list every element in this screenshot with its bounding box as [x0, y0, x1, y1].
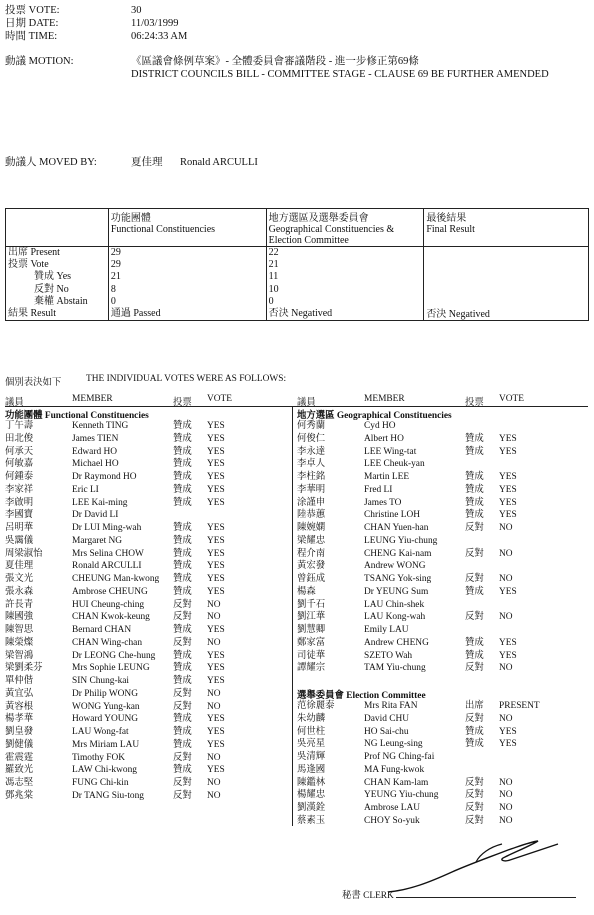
member-name-en: Bernard CHAN	[72, 625, 132, 635]
vote-zh: 反對	[465, 612, 484, 623]
label-result: 結果 Result	[8, 308, 57, 320]
member-name-zh: 黃宏發	[297, 561, 326, 572]
vote-en: NO	[499, 612, 513, 623]
member-name-zh: 何俊仁	[297, 433, 326, 444]
vote-en: NO	[207, 637, 221, 648]
member-name-zh: 何承天	[5, 446, 34, 457]
vote-en: YES	[207, 535, 225, 546]
member-name-zh: 黃宜弘	[5, 688, 34, 699]
vote-zh: 反對	[173, 701, 192, 712]
clerk-signature	[380, 832, 570, 902]
member-name-zh: 梁劉柔芬	[5, 663, 43, 674]
vote-zh: 反對	[465, 713, 484, 724]
left-col-member-zh: 議員	[5, 398, 24, 408]
vote-zh: 贊成	[173, 727, 192, 737]
member-name-zh: 馮志堅	[5, 778, 34, 788]
member-name-zh: 李家祥	[5, 484, 34, 495]
motion-text-en: DISTRICT COUNCILS BILL - COMMITTEE STAGE - CLAUSE 69 BE FURTHER AMENDED	[131, 69, 549, 80]
member-name-en: Howard YOUNG	[72, 714, 139, 725]
vote-zh: 贊成	[173, 574, 192, 584]
vote-en: NO	[499, 523, 513, 533]
member-name-en: CHAN Kwok-keung	[72, 612, 150, 623]
left-col-vote-zh: 投票	[173, 398, 192, 408]
member-name-zh: 鄭家富	[297, 637, 326, 648]
motion-label: 動議 MOTION:	[5, 56, 74, 67]
right-col-vote-zh: 投票	[465, 398, 484, 408]
vote-zh: 反對	[465, 548, 484, 559]
vote-zh: 贊成	[173, 548, 192, 559]
col-geographical	[266, 209, 424, 247]
ec-heading: 選舉委員會 Election Committee	[297, 691, 426, 701]
vote-en: NO	[499, 790, 513, 801]
vote-en: NO	[499, 803, 513, 813]
vote-zh: 反對	[465, 523, 484, 533]
fc-abstain: 0	[110, 295, 116, 307]
vote-en: YES	[499, 472, 517, 482]
vote-zh: 反對	[465, 663, 484, 674]
member-name-en: Dr Raymond HO	[72, 472, 137, 482]
final-values	[424, 247, 589, 321]
clerk-label: 秘書 CLERK	[342, 891, 394, 901]
member-name-zh: 曾鈺成	[297, 574, 326, 584]
right-col-vote-en: VOTE	[499, 394, 524, 404]
vote-en: PRESENT	[499, 701, 540, 711]
vote-en: YES	[207, 497, 225, 508]
vote-en: YES	[207, 446, 225, 457]
vote-en: NO	[499, 663, 513, 674]
fc-present: 29	[110, 247, 121, 258]
member-name-zh: 何敏嘉	[5, 459, 34, 470]
member-name-en: LEE Wing-tat	[364, 446, 417, 457]
vote-en: NO	[207, 790, 221, 801]
summary-table	[5, 208, 589, 321]
vote-en: NO	[207, 688, 221, 699]
member-name-zh: 陳智思	[5, 625, 34, 635]
vote-zh: 贊成	[465, 650, 484, 661]
vote-zh: 反對	[173, 778, 192, 788]
vote-en: NO	[499, 548, 513, 559]
member-name-zh: 黃容根	[5, 701, 34, 712]
vote-en: YES	[207, 484, 225, 495]
label-no: 反對 No	[34, 283, 69, 295]
member-name-en: David CHU	[364, 713, 410, 724]
member-name-en: Martin LEE	[364, 472, 410, 482]
vote-zh: 反對	[173, 790, 192, 801]
member-name-en: WONG Yung-kan	[72, 701, 140, 712]
member-name-zh: 司徒華	[297, 650, 326, 661]
member-name-zh: 丁午壽	[5, 421, 34, 431]
vote-zh: 出席	[465, 701, 484, 711]
summary-corner	[6, 209, 109, 247]
summary-row-labels	[6, 247, 109, 321]
member-name-en: NG Leung-sing	[364, 739, 423, 750]
date-value: 11/03/1999	[131, 18, 179, 29]
member-name-zh: 吳靄儀	[5, 535, 34, 546]
member-name-en: Mrs Rita FAN	[364, 701, 418, 711]
vote-zh: 贊成	[173, 421, 192, 431]
vote-zh: 反對	[173, 637, 192, 648]
member-name-zh: 羅致光	[5, 765, 34, 776]
vote-zh: 贊成	[173, 535, 192, 546]
member-name-en: Dr TANG Siu-tong	[72, 790, 144, 801]
vote-zh: 反對	[173, 612, 192, 623]
member-name-zh: 楊孝華	[5, 714, 34, 725]
member-name-en: Dr LEONG Che-hung	[72, 650, 156, 661]
motion-text-zh: 《區議會條例草案》- 全體委員會審議階段 - 進一步修正第69條	[131, 56, 419, 67]
member-name-en: FUNG Chi-kin	[72, 778, 129, 788]
member-name-en: CHAN Kam-lam	[364, 777, 429, 788]
member-name-zh: 陳榮燦	[5, 637, 34, 648]
member-name-zh: 梁耀忠	[297, 535, 326, 546]
member-name-zh: 張永森	[5, 586, 34, 597]
vote-zh: 反對	[173, 599, 192, 610]
vote-en: YES	[207, 548, 225, 559]
member-name-zh: 陳婉嫻	[297, 523, 326, 533]
vote-en: YES	[207, 714, 225, 725]
clerk-signature-line	[396, 897, 576, 898]
vote-en: YES	[499, 650, 517, 661]
member-name-zh: 劉健儀	[5, 739, 34, 750]
vote-en: NO	[499, 777, 513, 788]
member-name-en: Christine LOH	[364, 510, 420, 521]
vote-en: YES	[499, 484, 517, 495]
member-name-zh: 楊森	[297, 586, 316, 597]
col-geographical-en: Geographical Constituencies & Election Committee	[268, 224, 395, 246]
member-name-en: Emily LAU	[364, 625, 409, 635]
member-name-en: CHENG Kai-nam	[364, 548, 432, 559]
label-present: 出席 Present	[8, 247, 60, 258]
member-name-zh: 陳國強	[5, 612, 34, 623]
member-name-zh: 周梁淑怡	[5, 548, 43, 559]
vote-en: YES	[499, 433, 517, 444]
functional-values	[108, 247, 266, 321]
vote-en: YES	[499, 739, 517, 750]
vote-zh: 贊成	[465, 510, 484, 521]
fc-heading: 功能團體 Functional Constituencies	[5, 411, 149, 421]
member-name-en: James TO	[364, 497, 402, 508]
vote-en: YES	[207, 523, 225, 533]
member-name-zh: 吳亮星	[297, 739, 326, 750]
fc-result: 通過 Passed	[110, 308, 161, 320]
vote-zh: 贊成	[173, 459, 192, 470]
member-name-en: LEE Kai-ming	[72, 497, 128, 508]
right-col-member-en: MEMBER	[364, 394, 405, 404]
vote-zh: 贊成	[173, 484, 192, 495]
moved-by-label: 動議人 MOVED BY:	[5, 157, 97, 168]
vote-zh: 贊成	[173, 446, 192, 457]
member-name-zh: 李柱銘	[297, 472, 326, 482]
vote-en: NO	[499, 713, 513, 724]
right-col-member-zh: 議員	[297, 398, 316, 408]
vote-zh: 反對	[173, 752, 192, 763]
member-name-en: Mrs Sophie LEUNG	[72, 663, 150, 674]
individual-intro-zh: 個別表決如下	[5, 378, 62, 388]
col-geographical-zh: 地方選區及選舉委員會	[268, 213, 369, 224]
member-name-zh: 劉江華	[297, 612, 326, 623]
member-name-en: LAU Kong-wah	[364, 612, 426, 623]
vote-zh: 贊成	[465, 472, 484, 482]
member-name-en: Albert HO	[364, 433, 404, 444]
col-final-en: Final Result	[426, 224, 475, 235]
vote-en: YES	[499, 510, 517, 521]
vote-value: 30	[131, 5, 142, 16]
member-name-en: Mrs Miriam LAU	[72, 739, 140, 750]
member-name-en: Mrs Selina CHOW	[72, 548, 144, 559]
fc-vote: 29	[110, 259, 121, 271]
vote-zh: 贊成	[173, 739, 192, 750]
member-name-zh: 李國寶	[5, 510, 34, 521]
vote-en: YES	[207, 472, 225, 482]
member-name-en: CHOY So-yuk	[364, 815, 420, 826]
member-name-en: Dr YEUNG Sum	[364, 586, 429, 597]
time-label: 時間 TIME:	[5, 31, 58, 42]
gc-present: 22	[268, 247, 279, 258]
vote-en: YES	[207, 459, 225, 470]
vote-zh: 反對	[465, 790, 484, 801]
member-name-en: HO Sai-chu	[364, 726, 409, 737]
vote-zh: 贊成	[173, 625, 192, 635]
member-name-en: Timothy FOK	[72, 752, 126, 763]
member-name-zh: 劉漢銓	[297, 803, 326, 813]
vote-en: NO	[207, 778, 221, 788]
vote-en: NO	[207, 752, 221, 763]
col-functional	[108, 209, 266, 247]
vote-zh: 贊成	[465, 497, 484, 508]
label-abstain: 棄權 Abstain	[34, 295, 88, 307]
vote-en: NO	[499, 574, 513, 584]
col-functional-zh: 功能團體	[110, 213, 151, 224]
gc-yes: 11	[268, 271, 279, 283]
time-value: 06:24:33 AM	[131, 31, 188, 42]
vote-en: YES	[207, 676, 225, 686]
member-name-zh: 梁智鴻	[5, 650, 34, 661]
vote-zh: 贊成	[173, 765, 192, 776]
member-name-zh: 許長青	[5, 599, 34, 610]
member-name-en: SZETO Wah	[364, 650, 413, 661]
vote-zh: 反對	[465, 574, 484, 584]
member-name-zh: 劉慧卿	[297, 625, 326, 635]
member-name-zh: 涂謹申	[297, 497, 326, 508]
vote-en: NO	[499, 815, 513, 826]
member-name-en: Cyd HO	[364, 421, 396, 431]
member-name-zh: 劉皇發	[5, 727, 34, 737]
vote-zh: 贊成	[465, 637, 484, 648]
member-name-zh: 張文光	[5, 574, 34, 584]
member-name-en: LEUNG Yiu-chung	[364, 535, 438, 546]
vote-zh: 贊成	[173, 714, 192, 725]
vote-zh: 贊成	[173, 433, 192, 444]
gc-no: 10	[268, 283, 279, 295]
member-name-en: Fred LI	[364, 484, 393, 495]
member-name-en: Andrew WONG	[364, 561, 426, 572]
vote-zh: 贊成	[465, 586, 484, 597]
vote-en: YES	[499, 497, 517, 508]
vote-zh: 贊成	[173, 561, 192, 572]
final-result: 否決 Negatived	[426, 309, 490, 321]
vote-zh: 贊成	[465, 446, 484, 457]
member-name-zh: 何鍾泰	[5, 472, 34, 482]
member-name-zh: 吳清輝	[297, 752, 326, 762]
member-name-en: HUI Cheung-ching	[72, 599, 145, 610]
vote-label: 投票 VOTE:	[5, 5, 60, 16]
fc-no: 8	[110, 283, 116, 295]
member-name-zh: 程介南	[297, 548, 326, 559]
vote-zh: 贊成	[173, 650, 192, 661]
member-name-en: Eric LI	[72, 484, 99, 495]
member-name-zh: 蔡素玉	[297, 815, 326, 826]
vote-zh: 贊成	[465, 739, 484, 750]
vote-en: YES	[499, 637, 517, 648]
vote-zh: 贊成	[173, 586, 192, 597]
member-name-zh: 李啟明	[5, 497, 34, 508]
mover-name-zh: 夏佳理	[131, 157, 163, 168]
vote-zh: 贊成	[173, 497, 192, 508]
vote-zh: 贊成	[173, 663, 192, 674]
gc-result: 否決 Negatived	[268, 308, 333, 320]
column-divider	[292, 406, 293, 826]
member-name-en: Dr LUI Ming-wah	[72, 523, 142, 533]
label-vote: 投票 Vote	[8, 259, 49, 271]
left-col-member-en: MEMBER	[72, 394, 113, 404]
vote-en: YES	[499, 586, 517, 597]
vote-en: YES	[207, 765, 225, 776]
vote-en: YES	[207, 650, 225, 661]
col-final-zh: 最後結果	[426, 213, 467, 224]
member-name-en: LAU Chin-shek	[364, 599, 425, 610]
member-name-zh: 霍震霆	[5, 752, 34, 763]
fc-yes: 21	[110, 271, 121, 283]
member-name-zh: 陸恭蕙	[297, 510, 326, 521]
geographical-values	[266, 247, 424, 321]
gc-heading: 地方選區 Geographical Constituencies	[297, 411, 452, 421]
gc-vote: 21	[268, 259, 279, 271]
col-functional-en: Functional Constituencies	[110, 224, 216, 235]
vote-zh: 贊成	[465, 484, 484, 495]
member-name-zh: 馬逢國	[297, 764, 326, 775]
vote-zh: 反對	[465, 815, 484, 826]
vote-en: YES	[207, 739, 225, 750]
date-label: 日期 DATE:	[5, 18, 59, 29]
member-name-en: Ambrose LAU	[364, 803, 420, 813]
member-name-zh: 夏佳理	[5, 561, 34, 572]
vote-en: YES	[499, 446, 517, 457]
member-name-en: Ambrose CHEUNG	[72, 586, 148, 597]
member-name-en: Kenneth TING	[72, 421, 129, 431]
member-name-zh: 李永達	[297, 446, 326, 457]
col-final	[424, 209, 589, 247]
vote-zh: 反對	[465, 777, 484, 788]
member-name-en: CHAN Yuen-han	[364, 523, 429, 533]
vote-en: NO	[207, 599, 221, 610]
member-name-zh: 李卓人	[297, 459, 326, 470]
member-name-en: TAM Yiu-chung	[364, 663, 426, 674]
member-name-zh: 鄧兆棠	[5, 790, 34, 801]
left-col-vote-en: VOTE	[207, 394, 232, 404]
member-name-en: CHEUNG Man-kwong	[72, 574, 160, 584]
member-name-en: Edward HO	[72, 446, 118, 457]
member-name-zh: 何世柱	[297, 726, 326, 737]
member-name-zh: 楊耀忠	[297, 790, 326, 801]
member-name-en: LAW Chi-kwong	[72, 765, 137, 776]
vote-en: YES	[207, 421, 225, 431]
individual-intro-en: THE INDIVIDUAL VOTES WERE AS FOLLOWS:	[86, 374, 287, 384]
vote-zh: 反對	[465, 803, 484, 813]
vote-en: YES	[207, 586, 225, 597]
vote-en: YES	[207, 574, 225, 584]
vote-zh: 贊成	[173, 523, 192, 533]
vote-en: YES	[499, 726, 517, 737]
member-name-en: LAU Wong-fat	[72, 727, 129, 737]
member-name-en: Dr Philip WONG	[72, 688, 138, 699]
vote-zh: 贊成	[173, 676, 192, 686]
vote-en: YES	[207, 561, 225, 572]
vote-zh: 贊成	[173, 472, 192, 482]
member-name-zh: 譚耀宗	[297, 663, 326, 674]
vote-zh: 贊成	[465, 433, 484, 444]
member-name-zh: 田北俊	[5, 433, 34, 444]
vote-en: YES	[207, 625, 225, 635]
member-name-en: LEE Cheuk-yan	[364, 459, 425, 470]
member-name-zh: 單仲偕	[5, 676, 34, 686]
member-name-en: TSANG Yok-sing	[364, 574, 432, 584]
vote-en: NO	[207, 612, 221, 623]
gc-abstain: 0	[268, 295, 274, 307]
member-name-en: Prof NG Ching-fai	[364, 752, 435, 762]
member-name-zh: 呂明華	[5, 523, 34, 533]
member-name-en: CHAN Wing-chan	[72, 637, 143, 648]
member-name-en: Michael HO	[72, 459, 119, 470]
member-name-zh: 劉千石	[297, 599, 326, 610]
member-name-en: Andrew CHENG	[364, 637, 429, 648]
member-name-en: Ronald ARCULLI	[72, 561, 142, 572]
member-name-zh: 朱幼麟	[297, 713, 326, 724]
vote-en: YES	[207, 663, 225, 674]
member-name-zh: 陳鑑林	[297, 777, 326, 788]
member-name-en: YEUNG Yiu-chung	[364, 790, 439, 801]
member-name-en: MA Fung-kwok	[364, 764, 425, 775]
vote-zh: 反對	[173, 688, 192, 699]
vote-en: YES	[207, 433, 225, 444]
vote-zh: 贊成	[465, 726, 484, 737]
member-name-zh: 李華明	[297, 484, 326, 495]
vote-en: NO	[207, 701, 221, 712]
mover-name-en: Ronald ARCULLI	[180, 157, 258, 168]
member-name-en: SIN Chung-kai	[72, 676, 130, 686]
member-name-zh: 范徐麗泰	[297, 701, 335, 711]
member-name-en: James TIEN	[72, 433, 119, 444]
vote-en: YES	[207, 727, 225, 737]
label-yes: 贊成 Yes	[34, 271, 72, 283]
member-name-zh: 何秀蘭	[297, 421, 326, 431]
member-name-en: Dr David LI	[72, 510, 119, 521]
member-name-en: Margaret NG	[72, 535, 123, 546]
